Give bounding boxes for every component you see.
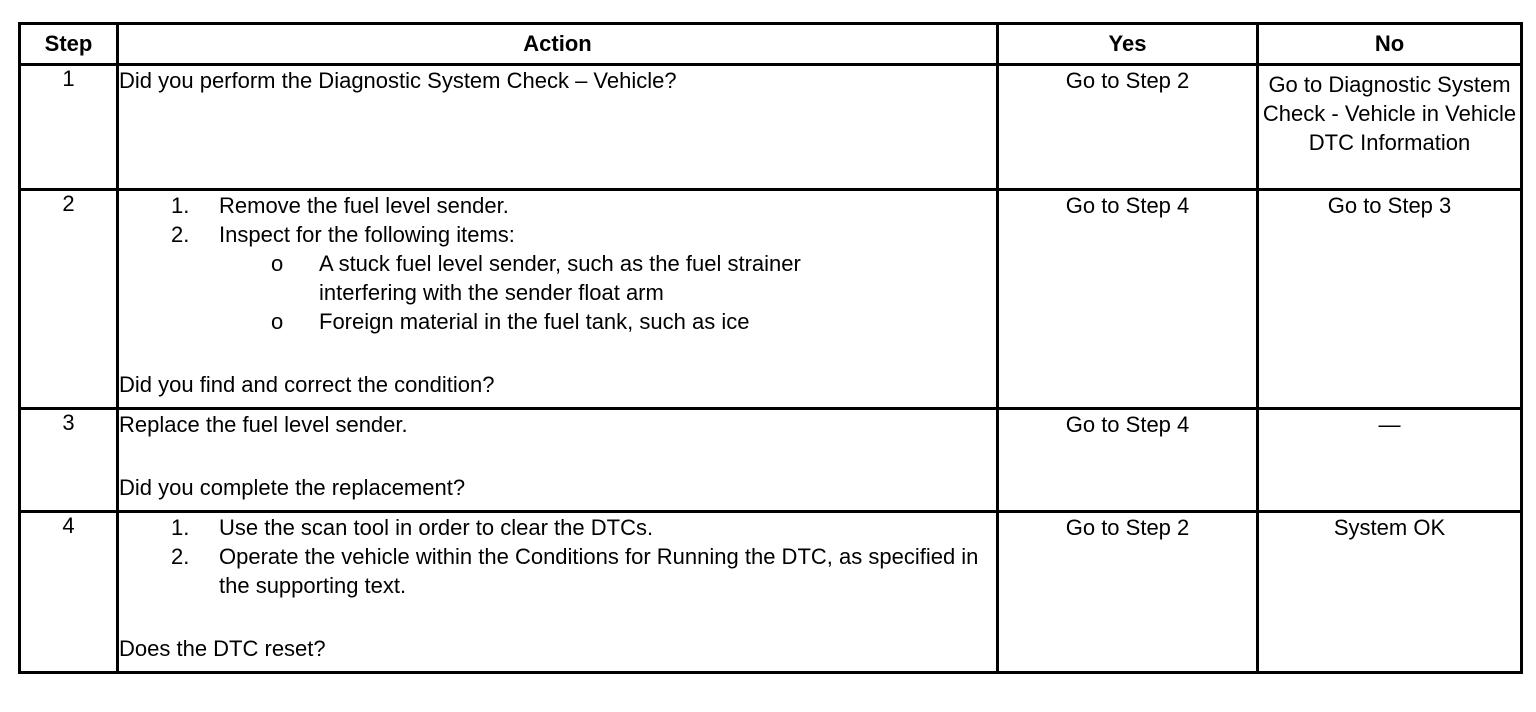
header-step: Step bbox=[20, 24, 118, 65]
list-number: 1. bbox=[171, 515, 190, 540]
sub-list-item bbox=[219, 307, 879, 336]
list-item bbox=[119, 513, 996, 542]
list-item-text: Use the scan tool in order to clear the DTCs. bbox=[219, 515, 654, 540]
numbered-list bbox=[119, 513, 996, 600]
table-row bbox=[20, 190, 1522, 409]
no-cell: — bbox=[1258, 409, 1522, 512]
list-item bbox=[119, 220, 996, 336]
action-cell bbox=[118, 409, 998, 512]
bullet-marker: o bbox=[271, 309, 284, 334]
sub-list-item-text: A stuck fuel level sender, such as the fuel strainer interfering with the sender float arm bbox=[319, 251, 801, 305]
table-row bbox=[20, 65, 1522, 190]
sub-list-item-text: Foreign material in the fuel tank, such as ice bbox=[319, 309, 750, 334]
header-action: Action bbox=[118, 24, 998, 65]
sub-list-item bbox=[219, 249, 879, 307]
yes-cell: Go to Step 4 bbox=[998, 190, 1258, 409]
step-number: 3 bbox=[20, 409, 118, 512]
step-number: 1 bbox=[20, 65, 118, 190]
no-cell: Go to Step 3 bbox=[1258, 190, 1522, 409]
action-cell bbox=[118, 65, 998, 190]
diagnostic-table bbox=[18, 22, 1523, 674]
yes-cell: Go to Step 2 bbox=[998, 65, 1258, 190]
action-text: Replace the fuel level sender. bbox=[119, 412, 408, 437]
list-item-text: Operate the vehicle within the Conditions for Running the DTC, as specified in the supporting text. bbox=[219, 544, 979, 598]
list-number: 2. bbox=[171, 222, 190, 247]
list-item bbox=[119, 191, 996, 220]
step-number: 4 bbox=[20, 512, 118, 673]
list-number: 1. bbox=[171, 193, 190, 218]
header-no: No bbox=[1258, 24, 1522, 65]
list-number: 2. bbox=[171, 544, 190, 569]
list-item-text: Remove the fuel level sender. bbox=[219, 193, 509, 218]
table-row bbox=[20, 409, 1522, 512]
yes-cell: Go to Step 4 bbox=[998, 409, 1258, 512]
header-yes: Yes bbox=[998, 24, 1258, 65]
list-item-text: Inspect for the following items: bbox=[219, 222, 515, 247]
numbered-list bbox=[119, 191, 996, 336]
no-cell: Go to Diagnostic System Check - Vehicle in Vehicle DTC Information bbox=[1258, 65, 1522, 190]
no-cell: System OK bbox=[1258, 512, 1522, 673]
action-cell bbox=[118, 190, 998, 409]
action-text: Did you perform the Diagnostic System Check – Vehicle? bbox=[119, 68, 677, 93]
list-item bbox=[119, 542, 996, 600]
step-number: 2 bbox=[20, 190, 118, 409]
question-text: Did you complete the replacement? bbox=[119, 475, 466, 500]
yes-cell: Go to Step 2 bbox=[998, 512, 1258, 673]
question-text: Does the DTC reset? bbox=[119, 636, 326, 661]
table-row bbox=[20, 512, 1522, 673]
header-row bbox=[20, 24, 1522, 65]
bullet-marker: o bbox=[271, 251, 284, 276]
action-cell bbox=[118, 512, 998, 673]
sub-list bbox=[219, 249, 996, 336]
question-text: Did you find and correct the condition? bbox=[119, 372, 495, 397]
